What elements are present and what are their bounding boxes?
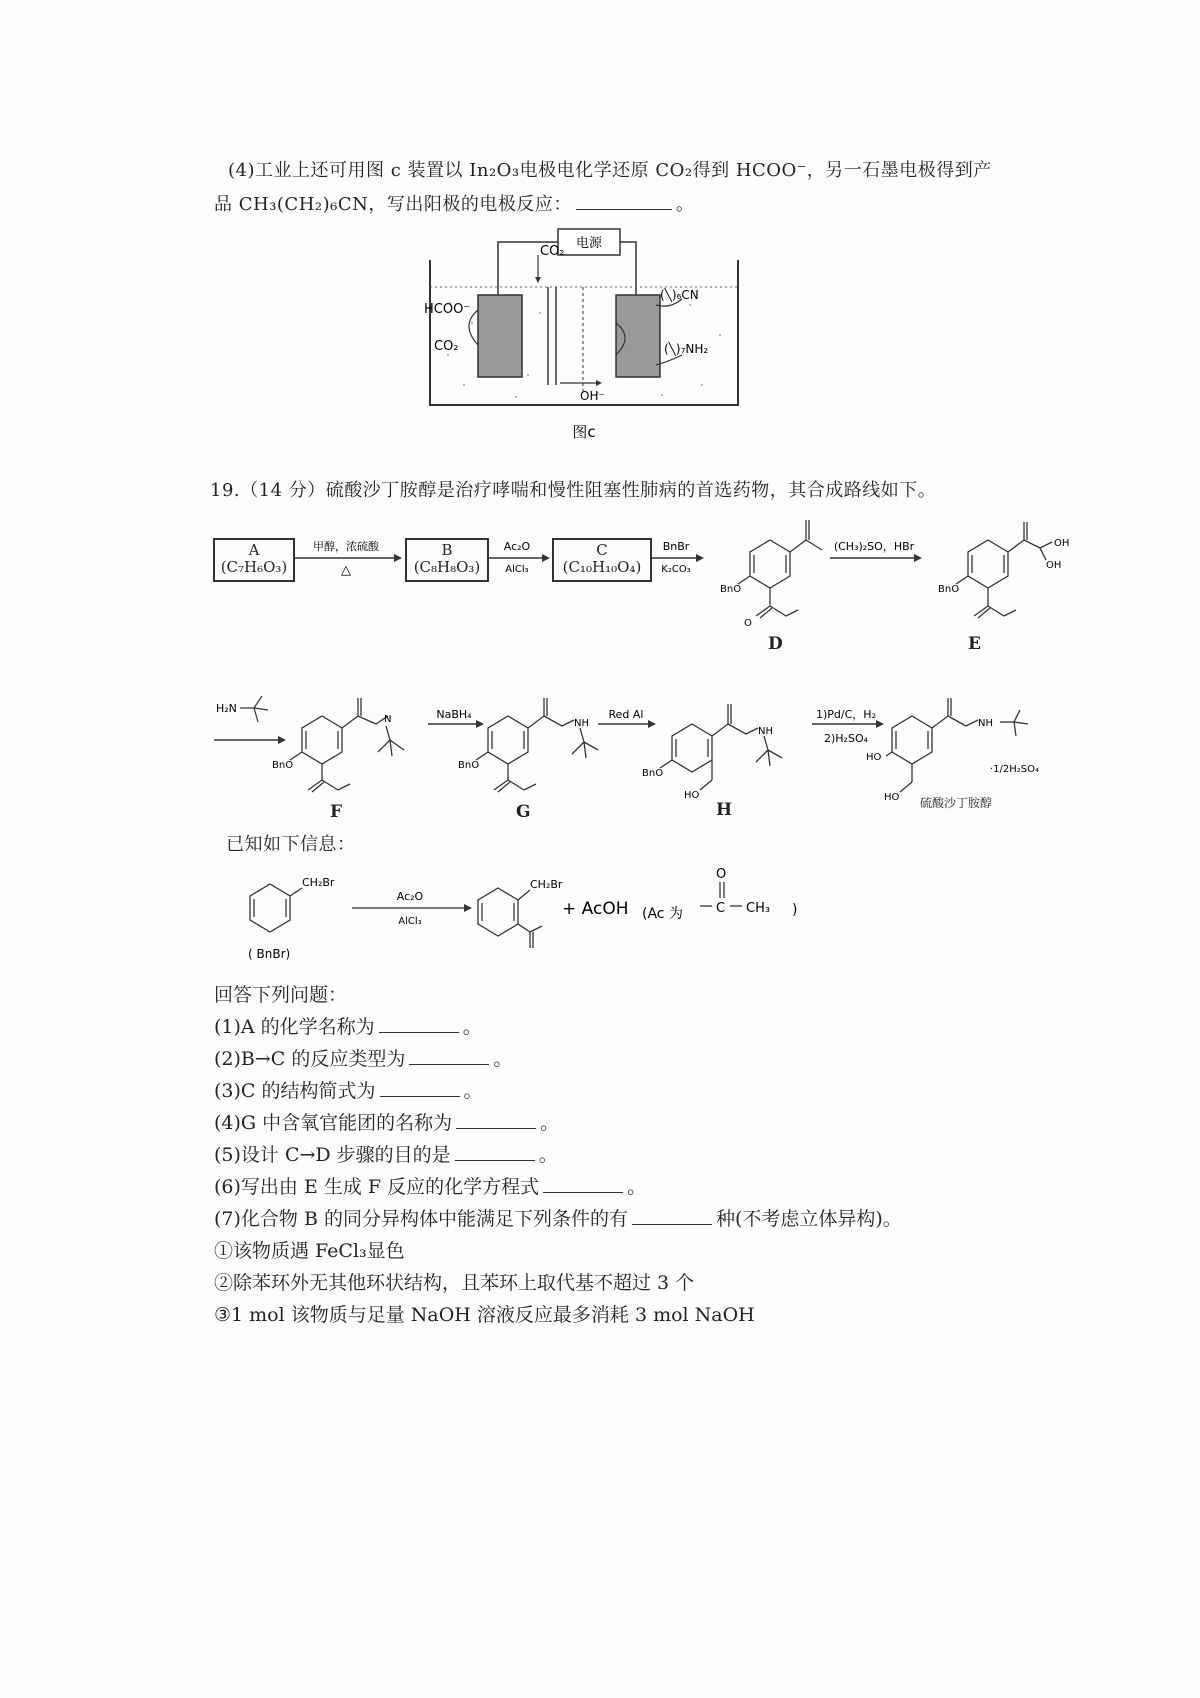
product-ho-1: HO <box>866 752 882 763</box>
known-plus-acoh: + AcOH <box>562 899 629 919</box>
product-name: 硫酸沙丁胺醇 <box>920 796 993 810</box>
benzyl-bromide-ring <box>250 884 290 932</box>
box-c-name: C <box>596 541 608 559</box>
answer-blank-4 <box>456 1112 536 1129</box>
cn-label: (╲)₆CN <box>660 288 699 302</box>
hcoo-label: HCOO⁻ <box>424 302 471 317</box>
known-intro: 已知如下信息： <box>226 834 356 855</box>
known-reagent-top: Ac₂O <box>396 890 424 903</box>
arrow1-top: 甲醇，浓硫酸 <box>313 540 379 553</box>
oh-label: OH⁻ <box>580 389 605 403</box>
label-f: F <box>330 802 343 822</box>
arrow4-top: (CH₃)₂SO，HBr <box>833 540 915 553</box>
route-row1 <box>0 500 1200 660</box>
tbu-amine-reagent <box>240 696 268 722</box>
question-4-end: 。 <box>540 1112 560 1134</box>
known-bnbr: ( BnBr) <box>248 947 291 961</box>
question-2-text: (2)B→C 的反应类型为 <box>214 1048 406 1070</box>
f-n: N <box>384 714 392 725</box>
known-reagent-bottom: AlCl₃ <box>398 916 422 927</box>
label-g: G <box>516 802 531 822</box>
molecule-e <box>956 522 1052 618</box>
answer-blank-3 <box>380 1080 460 1097</box>
co2-top-label: CO₂ <box>540 244 565 259</box>
arrow6-top: NaBH₄ <box>436 708 472 721</box>
g-nh: NH <box>574 718 589 729</box>
condition-1: ①该物质遇 FeCl₃显色 <box>214 1240 405 1262</box>
known-ch2br-1: CH₂Br <box>302 876 335 889</box>
answer-blank-5 <box>455 1144 535 1161</box>
questions-intro: 回答下列问题： <box>214 984 348 1006</box>
molecule-g <box>476 698 598 792</box>
h-ho: HO <box>684 790 700 801</box>
box-c-formula: (C₁₀H₁₀O₄) <box>562 558 642 576</box>
arrow2-bottom: AlCl₃ <box>505 564 529 575</box>
question-2 <box>214 1044 512 1071</box>
answer-blank-7 <box>632 1208 712 1225</box>
answer-blank-2 <box>409 1048 489 1065</box>
known-ac-open: (Ac 为 <box>642 906 683 922</box>
e-oh-2: OH <box>1046 560 1062 571</box>
question-7 <box>214 1204 902 1231</box>
e-oh-1: OH <box>1054 538 1070 549</box>
condition-3: ③1 mol 该物质与足量 NaOH 溶液反应最多消耗 3 mol NaOH <box>214 1304 755 1326</box>
electrolysis-figure <box>420 225 750 450</box>
wire-right <box>620 242 636 295</box>
question-2-end: 。 <box>493 1048 513 1070</box>
question-7-text: (7)化合物 B 的同分异构体中能满足下列条件的有 <box>214 1208 628 1230</box>
known-ac-o: O <box>716 867 727 882</box>
box-a-name: A <box>248 541 260 559</box>
question-4-text: (4)G 中含氧官能团的名称为 <box>214 1112 453 1134</box>
route-row2 <box>0 680 1200 820</box>
label-h: H <box>716 800 733 820</box>
h-bno: BnO <box>642 768 664 779</box>
arrow7-top: Red Al <box>608 708 644 721</box>
label-e: E <box>968 634 981 654</box>
product-salt: ·1/2H₂SO₄ <box>990 764 1040 775</box>
question-1-text: (1)A 的化学名称为 <box>214 1016 375 1038</box>
figure-c-caption: 图c <box>572 423 596 441</box>
nh2-label: (╲)₇NH₂ <box>664 342 709 356</box>
question-5-end: 。 <box>538 1144 558 1166</box>
part4-line2-text: 品 CH₃(CH₂)₆CN，写出阳极的电极反应： <box>214 194 572 215</box>
known-ch2br-2: CH₂Br <box>530 878 563 891</box>
answer-blank-part4 <box>576 193 672 210</box>
box-b-formula: (C₈H₈O₃) <box>413 558 481 576</box>
answer-blank-6 <box>543 1176 623 1193</box>
molecule-h <box>660 704 782 790</box>
arrow2-top: Ac₂O <box>503 540 531 553</box>
arrow8-bottom: 2)H₂SO₄ <box>823 732 869 745</box>
left-electrode <box>478 295 522 377</box>
label-d: D <box>768 634 783 654</box>
arrow8-top: 1)Pd/C，H₂ <box>816 708 876 721</box>
arrow1-bottom: △ <box>341 563 351 578</box>
left-curved-arrow <box>469 310 478 345</box>
part4-line1: (4)工业上还可用图 c 装置以 In₂O₃电极电化学还原 CO₂得到 HCOO⁻，另一石墨电极得到产 <box>228 160 992 181</box>
question-3 <box>214 1076 483 1103</box>
question-6-text: (6)写出由 E 生成 F 反应的化学方程式 <box>214 1176 540 1198</box>
arrow3-bottom: K₂CO₃ <box>661 564 691 575</box>
product-nh: NH <box>978 718 993 729</box>
d-bno: BnO <box>720 584 742 595</box>
h-nh: NH <box>758 726 773 737</box>
question-3-text: (3)C 的结构简式为 <box>214 1080 376 1102</box>
q19-title: 19.（14 分）硫酸沙丁胺醇是治疗哮喘和慢性阻塞性肺病的首选药物，其合成路线如下。 <box>210 480 937 501</box>
right-electrode <box>616 295 660 377</box>
g-bno: BnO <box>458 760 480 771</box>
f-bno: BnO <box>272 760 294 771</box>
box-a-formula: (C₇H₆O₃) <box>220 558 288 576</box>
molecule-f <box>290 698 404 792</box>
question-6 <box>214 1172 646 1199</box>
d-o: O <box>744 618 752 629</box>
question-1 <box>214 1012 482 1039</box>
product-ring <box>478 888 518 936</box>
known-ac-close: ) <box>792 902 798 918</box>
answer-blank-1 <box>379 1016 459 1033</box>
arrow3-top: BnBr <box>662 540 690 553</box>
question-5-text: (5)设计 C→D 步骤的目的是 <box>214 1144 451 1166</box>
question-3-end: 。 <box>463 1080 483 1102</box>
known-reaction <box>240 862 880 962</box>
part4-line2-end: 。 <box>675 194 695 215</box>
part4-line2 <box>214 190 694 216</box>
question-5 <box>214 1140 558 1167</box>
box-b-name: B <box>441 541 453 559</box>
power-label: 电源 <box>575 236 603 251</box>
molecule-d <box>738 520 822 618</box>
co2-left-label: CO₂ <box>434 339 459 354</box>
reagent-h2n: H₂N <box>216 702 237 715</box>
known-ac-c: C <box>716 901 726 916</box>
known-ac-ch3: CH₃ <box>746 901 771 916</box>
e-bno: BnO <box>938 584 960 595</box>
question-7-end: 种(不考虑立体异构)。 <box>715 1208 902 1230</box>
question-4 <box>214 1108 559 1135</box>
question-1-end: 。 <box>462 1016 482 1038</box>
molecule-product <box>886 698 1028 792</box>
product-ho-2: HO <box>884 792 900 803</box>
condition-2: ②除苯环外无其他环状结构，且苯环上取代基不超过 3 个 <box>214 1272 695 1294</box>
question-6-end: 。 <box>627 1176 647 1198</box>
